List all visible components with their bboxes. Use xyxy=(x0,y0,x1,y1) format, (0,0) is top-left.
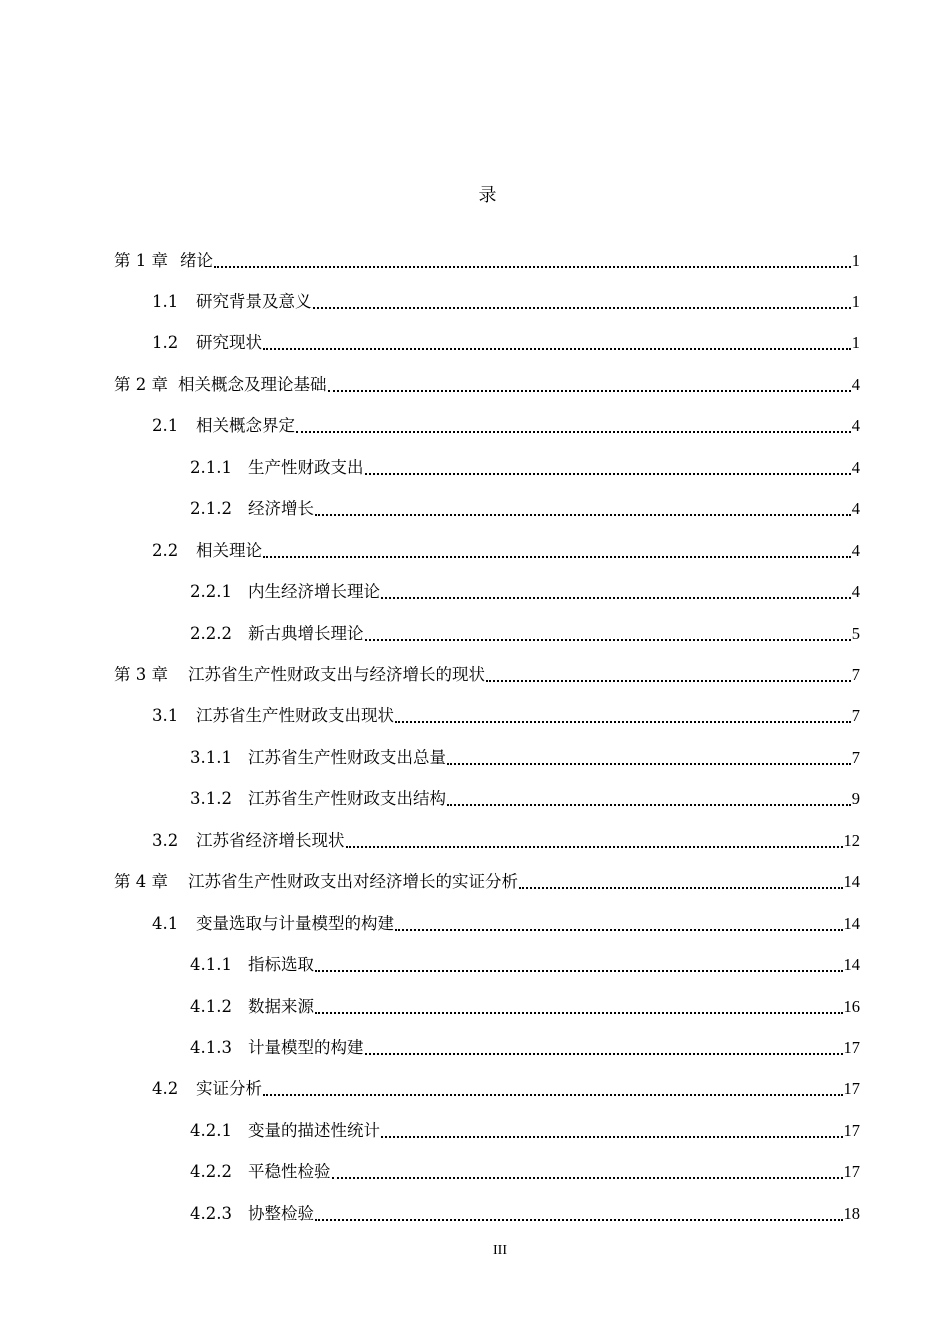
toc-entry-title: 内生经济增长理论 xyxy=(248,582,380,601)
dot-leader xyxy=(332,1177,843,1179)
toc-entry-title: 研究背景及意义 xyxy=(196,292,312,311)
toc-entry-2-2[interactable] xyxy=(152,538,860,564)
toc-entry-4-2-3[interactable] xyxy=(190,1201,860,1227)
toc-entry-title: 经济增长 xyxy=(248,499,314,518)
toc-entry-page: 9 xyxy=(851,789,860,808)
toc-entry-number: 2.2.1 xyxy=(190,582,232,601)
toc-entry-page: 4 xyxy=(851,541,860,560)
toc-entry-page: 17 xyxy=(843,1121,860,1140)
toc-entry-chapter-4[interactable] xyxy=(114,869,860,895)
toc-entry-number: 4.2 xyxy=(152,1079,179,1098)
toc-entry-number: 4.2.3 xyxy=(190,1204,232,1223)
toc-entry-page: 1 xyxy=(851,292,860,311)
toc-entry-page: 18 xyxy=(843,1204,860,1223)
dot-leader xyxy=(447,763,851,765)
toc-entry-number: 第 4 章 xyxy=(114,872,168,891)
toc-entry-2-1-1[interactable] xyxy=(190,455,860,481)
toc-entry-number: 4.1.1 xyxy=(190,955,232,974)
dot-leader xyxy=(381,597,851,599)
toc-entry-chapter-2[interactable] xyxy=(114,372,860,398)
toc-entry-title: 变量选取与计量模型的构建 xyxy=(196,914,394,933)
toc-entry-number: 4.1.2 xyxy=(190,997,232,1016)
dot-leader xyxy=(315,1219,843,1221)
toc-entry-4-2-2[interactable] xyxy=(190,1159,860,1185)
toc-entry-2-2-1[interactable] xyxy=(190,579,860,605)
toc-entry-chapter-3[interactable] xyxy=(114,662,860,688)
toc-entry-number: 第 1 章 xyxy=(114,251,168,270)
toc-entry-number: 2.1 xyxy=(152,416,179,435)
toc-entry-number: 1.1 xyxy=(152,292,179,311)
toc-entry-3-1-1[interactable] xyxy=(190,745,860,771)
toc-entry-number: 第 2 章 xyxy=(114,375,168,394)
toc-entry-1-1[interactable] xyxy=(152,289,860,315)
toc-entry-1-2[interactable] xyxy=(152,330,860,356)
toc-entry-title: 江苏省生产性财政支出与经济增长的现状 xyxy=(188,665,485,684)
toc-entry-3-1[interactable] xyxy=(152,703,860,729)
toc-entry-number: 3.1 xyxy=(152,706,179,725)
toc-entry-page: 14 xyxy=(843,955,860,974)
toc-entry-4-1-2[interactable] xyxy=(190,994,860,1020)
page-title: 录 xyxy=(478,185,497,206)
toc-entry-page: 17 xyxy=(843,1079,860,1098)
toc-entry-number: 2.1.1 xyxy=(190,458,232,477)
dot-leader xyxy=(395,929,843,931)
toc-entry-4-2-1[interactable] xyxy=(190,1118,860,1144)
toc-entry-page: 4 xyxy=(851,499,860,518)
toc-entry-title: 指标选取 xyxy=(248,955,314,974)
toc-entry-number: 3.1.1 xyxy=(190,748,232,767)
toc-entry-4-1-3[interactable] xyxy=(190,1035,860,1061)
toc-entry-number: 2.1.2 xyxy=(190,499,232,518)
dot-leader xyxy=(365,473,851,475)
toc-entry-4-1[interactable] xyxy=(152,911,860,937)
toc-entry-number: 2.2.2 xyxy=(190,624,232,643)
dot-leader xyxy=(346,846,843,848)
dot-leader xyxy=(214,266,851,268)
toc-entry-title: 江苏省生产性财政支出结构 xyxy=(248,789,446,808)
toc-entry-chapter-1[interactable] xyxy=(114,248,860,274)
toc-entry-4-2[interactable] xyxy=(152,1076,860,1102)
toc-entry-page: 14 xyxy=(843,914,860,933)
toc-entry-page: 7 xyxy=(851,748,860,767)
dot-leader xyxy=(328,390,851,392)
dot-leader xyxy=(447,804,851,806)
toc-entry-title: 江苏省经济增长现状 xyxy=(196,831,345,850)
toc-entry-number: 4.1.3 xyxy=(190,1038,232,1057)
toc-entry-page: 14 xyxy=(843,872,860,891)
dot-leader xyxy=(263,348,851,350)
dot-leader xyxy=(315,970,843,972)
toc-entry-number: 3.1.2 xyxy=(190,789,232,808)
page-number-footer: III xyxy=(493,1243,507,1258)
toc-entry-page: 1 xyxy=(851,333,860,352)
toc-entry-page: 17 xyxy=(843,1038,860,1057)
toc-entry-number: 4.1 xyxy=(152,914,179,933)
toc-entry-title: 生产性财政支出 xyxy=(248,458,364,477)
toc-entry-number: 第 3 章 xyxy=(114,665,168,684)
toc-entry-3-1-2[interactable] xyxy=(190,786,860,812)
toc-entry-page: 12 xyxy=(843,831,860,850)
toc-entry-page: 4 xyxy=(851,375,860,394)
toc-entry-page: 7 xyxy=(851,706,860,725)
dot-leader xyxy=(263,1094,843,1096)
dot-leader xyxy=(263,556,851,558)
dot-leader xyxy=(315,514,851,516)
toc-entry-2-2-2[interactable] xyxy=(190,621,860,647)
toc-entry-title: 江苏省生产性财政支出现状 xyxy=(196,706,394,725)
toc-entry-title: 江苏省生产性财政支出对经济增长的实证分析 xyxy=(188,872,518,891)
toc-entry-title: 江苏省生产性财政支出总量 xyxy=(248,748,446,767)
toc-entry-title: 新古典增长理论 xyxy=(248,624,364,643)
toc-entry-title: 协整检验 xyxy=(248,1204,314,1223)
toc-entry-title: 绪论 xyxy=(180,251,213,270)
toc-entry-number: 1.2 xyxy=(152,333,179,352)
toc-entry-page: 1 xyxy=(851,251,860,270)
toc-entry-title: 相关理论 xyxy=(196,541,262,560)
toc-entry-4-1-1[interactable] xyxy=(190,952,860,978)
toc-entry-number: 3.2 xyxy=(152,831,179,850)
toc-entry-2-1-2[interactable] xyxy=(190,496,860,522)
toc-entry-page: 4 xyxy=(851,458,860,477)
toc-entry-page: 7 xyxy=(851,665,860,684)
toc-entry-3-2[interactable] xyxy=(152,828,860,854)
toc-entry-number: 2.2 xyxy=(152,541,179,560)
toc-entry-page: 4 xyxy=(851,582,860,601)
toc-entry-title: 平稳性检验 xyxy=(248,1162,331,1181)
dot-leader xyxy=(313,307,851,309)
dot-leader xyxy=(486,680,851,682)
toc-entry-page: 5 xyxy=(851,624,860,643)
toc-entry-title: 实证分析 xyxy=(196,1079,262,1098)
toc-entry-title: 变量的描述性统计 xyxy=(248,1121,380,1140)
toc-entry-page: 17 xyxy=(843,1162,860,1181)
dot-leader xyxy=(365,639,851,641)
toc-entry-2-1[interactable] xyxy=(152,413,860,439)
dot-leader xyxy=(381,1136,843,1138)
toc-entry-page: 4 xyxy=(851,416,860,435)
dot-leader xyxy=(365,1053,843,1055)
toc-entry-number: 4.2.2 xyxy=(190,1162,232,1181)
toc-entry-number: 4.2.1 xyxy=(190,1121,232,1140)
toc-entry-title: 相关概念界定 xyxy=(196,416,295,435)
toc-entry-title: 计量模型的构建 xyxy=(248,1038,364,1057)
dot-leader xyxy=(296,431,851,433)
dot-leader xyxy=(315,1012,843,1014)
toc-entry-title: 数据来源 xyxy=(248,997,314,1016)
toc-entry-page: 16 xyxy=(843,997,860,1016)
dot-leader xyxy=(395,721,851,723)
toc-entry-title: 研究现状 xyxy=(196,333,262,352)
dot-leader xyxy=(519,887,843,889)
toc-entry-title: 相关概念及理论基础 xyxy=(178,375,327,394)
